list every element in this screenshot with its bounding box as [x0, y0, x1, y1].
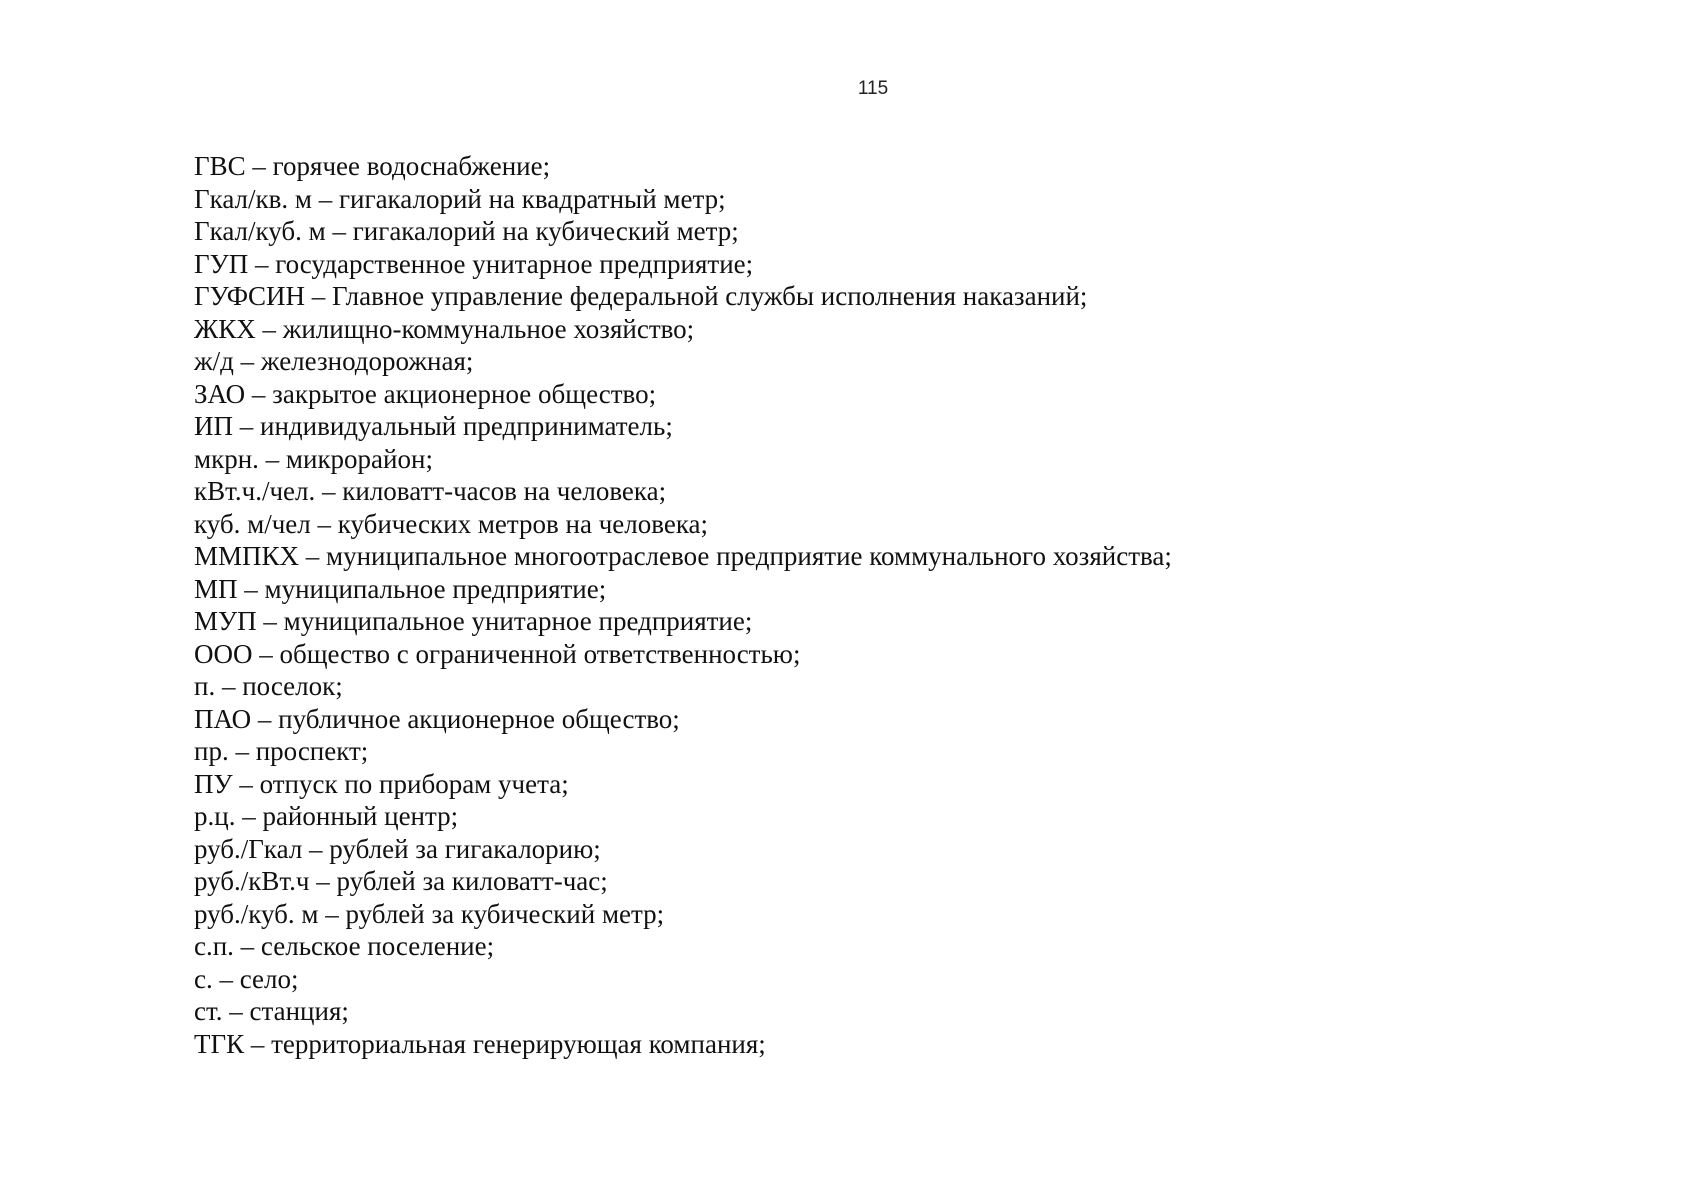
list-item: ИП – индивидуальный предприниматель;	[194, 411, 673, 441]
list-item: руб./куб. м – рублей за кубический метр;	[194, 898, 665, 929]
list-item: куб. м/чел – кубических метров на человека;	[194, 508, 709, 539]
list-item: ЖКХ – жилищно-коммунальное хозяйство;	[194, 313, 695, 344]
list-item: МУП – муниципальное унитарное предприятие;	[194, 606, 753, 636]
list-item: ТГК – территориальная генерирующая компания;	[194, 1028, 766, 1059]
list-item: Гкал/кв. м – гигакалорий на квадратный метр;	[194, 183, 726, 214]
list-item: ст. – станция;	[194, 996, 349, 1026]
list-item: пр. – проспект;	[194, 736, 369, 766]
abbreviation-list	[194, 150, 1172, 1060]
list-item: р.ц. – районный центр;	[194, 801, 459, 831]
list-item: ПАО – публичное акционерное общество;	[194, 703, 680, 734]
list-item: ЗАО – закрытое акционерное общество;	[194, 378, 657, 409]
list-item: ООО – общество с ограниченной ответственностью;	[194, 638, 801, 669]
list-item: Гкал/куб. м – гигакалорий на кубический метр;	[194, 216, 739, 246]
list-item: п. – поселок;	[194, 671, 343, 701]
list-item: МП – муниципальное предприятие;	[194, 573, 607, 604]
list-item: кВт.ч./чел. – киловатт-часов на человека;	[194, 476, 667, 506]
list-item: ГУП – государственное унитарное предприятие;	[194, 248, 754, 279]
list-item: с.п. – сельское поселение;	[194, 931, 495, 961]
list-item: ГУФСИН – Главное управление федеральной службы исполнения наказаний;	[194, 281, 1088, 311]
list-item: ПУ – отпуск по приборам учета;	[194, 768, 569, 799]
list-item: с. – село;	[194, 963, 299, 994]
list-item: мкрн. – микрорайон;	[194, 443, 433, 474]
list-item: ж/д – железнодорожная;	[194, 346, 474, 376]
list-item: руб./кВт.ч – рублей за киловатт-час;	[194, 866, 608, 896]
list-item: руб./Гкал – рублей за гигакалорию;	[194, 833, 601, 864]
page-number: 115	[857, 78, 889, 99]
list-item: ММПКХ – муниципальное многоотраслевое предприятие коммунального хозяйства;	[194, 541, 1172, 571]
list-item: ГВС – горячее водоснабжение;	[194, 151, 551, 181]
